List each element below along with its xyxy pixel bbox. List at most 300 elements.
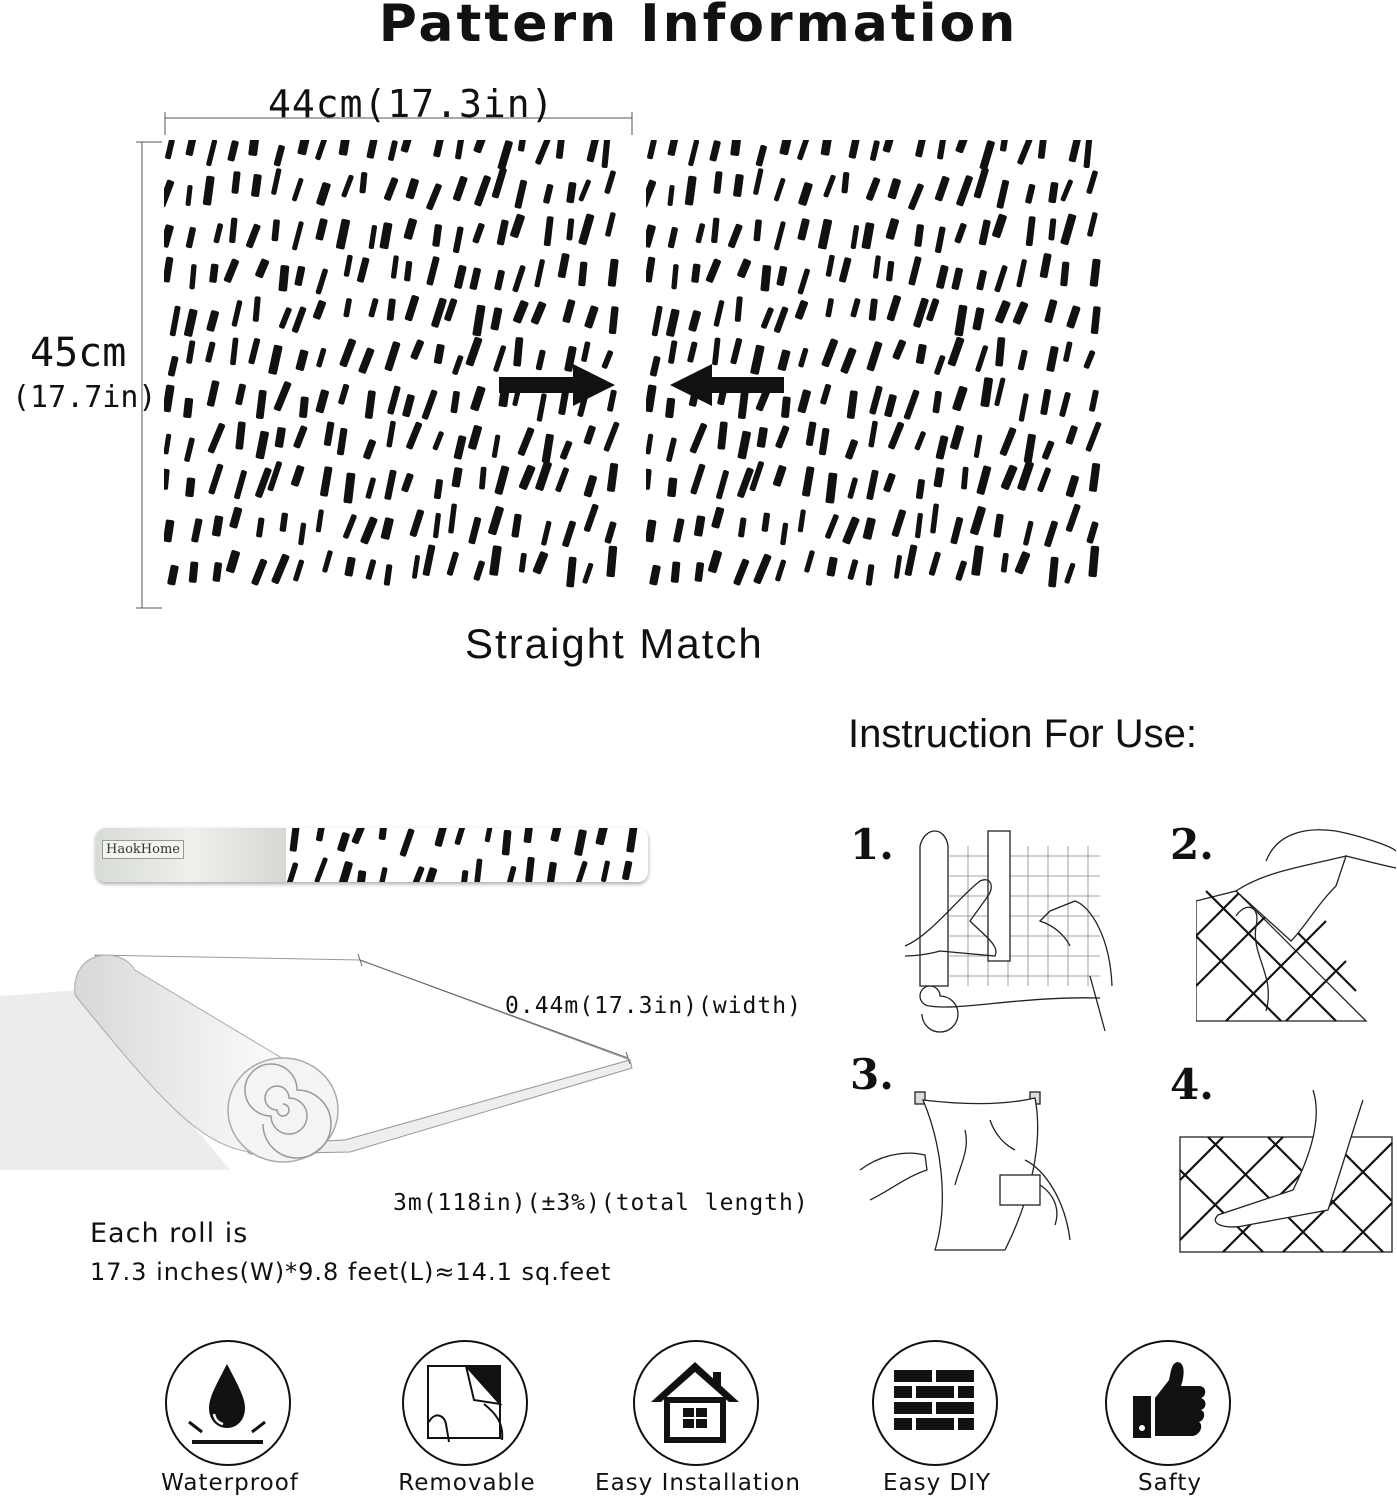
pattern-dash (245, 223, 261, 249)
pattern-dash (489, 545, 502, 576)
pattern-dash (1065, 425, 1078, 445)
pattern-dash (994, 300, 1011, 324)
pattern-dash (820, 140, 832, 156)
pattern-dash (868, 421, 878, 448)
pattern-dash (235, 383, 246, 405)
pattern-dash (312, 300, 326, 321)
pattern-dash (339, 338, 357, 368)
pattern-dash (826, 556, 838, 576)
pattern-dash (492, 434, 501, 458)
pattern-dash (685, 175, 697, 205)
pattern-dash (286, 862, 299, 882)
pattern-dash (205, 341, 216, 363)
pattern-dash (378, 828, 387, 840)
pattern-dash (209, 263, 219, 283)
pattern-dash (255, 258, 270, 279)
removable-circle (402, 1340, 528, 1466)
pattern-dash (804, 550, 815, 573)
pattern-dash (847, 477, 858, 499)
pattern-dash (497, 140, 513, 171)
pattern-dash (412, 555, 420, 579)
pattern-dash (227, 140, 239, 162)
pattern-dash (363, 439, 377, 460)
pattern-dash (1025, 184, 1036, 205)
pattern-dash (465, 336, 483, 367)
pattern-dash (535, 140, 551, 165)
pattern-dash (1083, 140, 1092, 168)
pattern-dash (574, 829, 587, 856)
pattern-dash (365, 390, 376, 419)
each-roll-size-label: 17.3 inches(W)*9.8 feet(L)≈14.1 sq.feet (90, 1258, 612, 1286)
pattern-dash (1012, 301, 1028, 325)
pattern-dash (378, 867, 388, 882)
pattern-dash (583, 475, 597, 498)
pattern-dash (873, 255, 881, 279)
pattern-dash (488, 506, 505, 536)
pattern-dash (191, 518, 203, 543)
pattern-dash (512, 265, 526, 293)
pattern-dash (229, 506, 243, 528)
pattern-dash (1086, 170, 1098, 194)
pattern-dash (646, 179, 657, 208)
pattern-dash (1000, 464, 1018, 490)
pattern-dash (255, 430, 269, 459)
pattern-dash (566, 182, 577, 204)
pattern-dash (869, 385, 883, 415)
pattern-dash (386, 421, 396, 448)
pattern-dash (727, 223, 743, 249)
pattern-dash (562, 299, 576, 324)
pattern-dash (839, 257, 852, 283)
pattern-dash (365, 477, 376, 499)
pattern-dash (850, 298, 861, 318)
pattern-dash (608, 259, 619, 287)
pattern-dash (189, 561, 199, 583)
pattern-dash (506, 866, 517, 882)
pattern-dash (713, 171, 722, 194)
pattern-dash (253, 296, 261, 322)
pattern-dash (687, 341, 698, 363)
pattern-dash (1018, 393, 1029, 422)
pattern-dash (337, 832, 350, 853)
pattern-dash (566, 557, 577, 588)
pattern-dash (164, 179, 175, 208)
pattern-dash (819, 428, 830, 456)
pattern-dash (1083, 350, 1096, 370)
page-title: Pattern Information (378, 0, 1019, 54)
pattern-dash (406, 421, 423, 450)
pattern-dash (1041, 440, 1054, 460)
pattern-dash (578, 179, 591, 202)
pattern-dash (452, 175, 468, 201)
pattern-dash (891, 509, 906, 538)
pattern-dash (1046, 346, 1059, 372)
pattern-dash (336, 219, 351, 250)
pattern-dash (368, 298, 379, 318)
pattern-dash (976, 465, 991, 495)
pattern-dash (584, 305, 599, 329)
pattern-dash (315, 389, 329, 414)
pattern-dash (820, 383, 832, 405)
pattern-dash (730, 338, 743, 365)
pattern-dash (955, 140, 970, 154)
pattern-dash (774, 221, 786, 251)
pattern-dash (1060, 213, 1077, 245)
pattern-dash (169, 305, 180, 336)
pattern-dash (1064, 562, 1076, 584)
pattern-dash (671, 561, 681, 583)
pattern-dash (806, 421, 817, 446)
pattern-dash (271, 219, 280, 241)
pattern-dash (297, 140, 310, 156)
pattern-dash (979, 140, 995, 171)
pattern-dash (512, 300, 529, 324)
pattern-dash (780, 522, 788, 545)
pattern-dash (484, 828, 495, 843)
pattern-dash (426, 183, 443, 211)
pattern-dash (401, 472, 414, 492)
pattern-dash (760, 307, 774, 330)
pattern-dash (604, 521, 617, 544)
pattern-dash (842, 516, 860, 545)
pattern-dash (760, 265, 771, 292)
pattern-dash (351, 828, 366, 845)
feature-label-easy-installation: Easy Installation (595, 1470, 801, 1496)
pattern-dash (798, 347, 809, 367)
pattern-dash (556, 140, 566, 159)
pattern-dash (606, 546, 617, 578)
pattern-dash (862, 517, 876, 540)
pattern-dash (971, 545, 984, 576)
pattern-dash (185, 477, 195, 497)
pattern-dash (248, 338, 261, 365)
pattern-dash (510, 213, 526, 238)
pattern-dash (915, 513, 923, 539)
pattern-dash (208, 463, 224, 495)
pattern-dash (383, 177, 398, 202)
arrow-right-icon (495, 362, 620, 408)
pattern-dash (164, 256, 174, 282)
pattern-dash (544, 216, 554, 246)
pattern-dash (470, 385, 486, 411)
pattern-dash (167, 564, 179, 585)
pattern-dash (559, 440, 572, 460)
pattern-dash (229, 217, 238, 243)
pattern-dash (360, 516, 378, 545)
pattern-dash (694, 562, 704, 582)
pattern-dash (1088, 546, 1099, 578)
pattern-dash (916, 344, 927, 365)
pattern-dash (343, 254, 353, 277)
pattern-dash (667, 227, 678, 249)
pattern-dash (999, 427, 1017, 457)
pattern-dash (184, 437, 195, 462)
pattern-dash (825, 472, 837, 503)
pattern-dash (550, 828, 562, 842)
pattern-dash (273, 144, 285, 166)
pattern-dash (794, 300, 808, 321)
pattern-dash (1038, 140, 1048, 159)
pattern-dash (761, 512, 770, 532)
pattern-dash (883, 472, 896, 492)
pattern-dash (358, 347, 375, 374)
pattern-dash (825, 298, 834, 318)
pattern-dash (525, 857, 535, 882)
pattern-dash (973, 167, 989, 199)
pattern-dash (299, 396, 309, 418)
pattern-dash (511, 514, 522, 538)
pattern-dash (1086, 521, 1099, 544)
pattern-dash (994, 265, 1008, 293)
step-4-number: 4. (1170, 1060, 1214, 1109)
pattern-dash (773, 306, 788, 334)
pattern-dash (775, 559, 787, 582)
pattern-dash (1059, 392, 1071, 418)
product-roll-tube (96, 828, 648, 882)
pattern-dash (337, 861, 353, 882)
pattern-dash (479, 467, 487, 490)
pattern-dash (316, 347, 327, 367)
pattern-dash (994, 377, 1006, 406)
pattern-dash (365, 559, 376, 580)
pattern-dash (411, 866, 425, 882)
pattern-dash (818, 219, 833, 250)
pattern-dash (203, 175, 215, 205)
pattern-dash (673, 518, 685, 543)
pattern-dash (775, 425, 790, 449)
pattern-dash (975, 345, 989, 373)
feature-label-removable: Removable (398, 1470, 536, 1496)
pattern-dash (223, 258, 239, 283)
pattern-dash (646, 469, 652, 490)
pattern-dash (387, 385, 401, 415)
pattern-dash (847, 390, 858, 419)
pattern-width-label: 44cm(17.3in) (268, 82, 555, 126)
pattern-dash (1040, 389, 1051, 416)
pattern-dash (952, 385, 968, 411)
pattern-dash (366, 140, 378, 159)
pattern-dash (433, 513, 441, 539)
pattern-dash (468, 425, 483, 451)
pattern-dash (213, 223, 223, 244)
pattern-dash (1048, 218, 1056, 241)
pattern-dash (343, 298, 352, 318)
pattern-dash (892, 339, 907, 360)
pattern-dash (779, 140, 792, 156)
pattern-dash (1089, 463, 1101, 492)
pattern-dash (930, 503, 939, 533)
pattern-dash (268, 344, 283, 375)
pattern-dash (667, 477, 677, 497)
pattern-dash (502, 830, 512, 856)
feature-label-easy-diy: Easy DIY (882, 1470, 992, 1496)
roll-width-label: 0.44m(17.3in)(width) (505, 993, 802, 1019)
pattern-dash (1065, 475, 1079, 498)
pattern-dash (168, 356, 179, 377)
pattern-dash (256, 390, 267, 420)
roll-tube-pattern (286, 828, 648, 882)
step-4-press-illustration (1178, 1090, 1394, 1255)
pattern-dash (581, 341, 591, 362)
pattern-dash (604, 170, 616, 194)
pattern-dash (542, 434, 555, 464)
pattern-dash (980, 377, 993, 407)
pattern-dash (185, 227, 196, 249)
pattern-dash (380, 517, 394, 540)
pattern-dash (802, 466, 815, 497)
pattern-dash (271, 553, 290, 584)
pattern-dash (432, 224, 442, 247)
pattern-dash (409, 509, 424, 538)
pattern-dash (289, 828, 300, 852)
pattern-dash (824, 514, 839, 540)
pattern-dash (689, 422, 707, 454)
pattern-dash (970, 506, 987, 536)
pattern-dash (753, 219, 762, 241)
pattern-dash (474, 175, 492, 207)
pattern-dash (453, 226, 464, 253)
pattern-dash (341, 174, 354, 198)
roll-length-label: 3m(118in)(±3%)(total length) (393, 1190, 809, 1216)
arrow-left-icon (668, 362, 788, 408)
pattern-dash (472, 222, 485, 244)
pattern-dash (324, 421, 335, 446)
pattern-dash (914, 431, 926, 451)
pattern-dash (206, 310, 219, 332)
pattern-dash (601, 860, 611, 882)
pattern-dash (694, 515, 706, 537)
peel-icon (404, 1342, 525, 1463)
pattern-dash (904, 544, 917, 576)
pattern-dash (976, 269, 987, 290)
pattern-dash (646, 224, 656, 248)
pattern-dash (294, 266, 305, 287)
pattern-dash (434, 828, 448, 847)
pattern-dash (646, 256, 656, 282)
pattern-dash (622, 860, 633, 880)
pattern-dash (936, 265, 949, 290)
pattern-dash (474, 858, 482, 882)
pattern-dash (469, 267, 481, 290)
pattern-dash (298, 522, 306, 545)
pattern-dash (212, 515, 224, 537)
pattern-dash (184, 308, 198, 337)
pattern-dash (713, 300, 724, 327)
pattern-dash (928, 551, 941, 576)
pattern-dash (225, 550, 240, 574)
pattern-dash (914, 224, 924, 247)
pattern-dash (185, 140, 199, 156)
pattern-dash (1016, 259, 1027, 288)
pattern-dash (518, 140, 528, 152)
pattern-dash (730, 140, 743, 156)
pattern-dash (887, 178, 901, 200)
pattern-dash (845, 439, 859, 460)
step-3-number: 3. (850, 1050, 894, 1099)
pattern-dash (446, 551, 459, 576)
pattern-dash (776, 266, 787, 287)
pattern-dash (603, 421, 620, 452)
pattern-dash (534, 259, 545, 288)
pattern-dash (1017, 349, 1028, 370)
pattern-dash (756, 427, 768, 448)
pattern-dash (460, 870, 469, 882)
pattern-dash (517, 427, 535, 457)
pattern-dash (711, 217, 720, 243)
pattern-dash (650, 356, 661, 377)
pattern-dash (690, 463, 706, 495)
pattern-dash (797, 389, 811, 414)
pattern-dash (935, 226, 946, 253)
pattern-dash (519, 553, 527, 573)
feature-label-safety: Safty (1137, 1470, 1203, 1496)
pattern-dash (165, 140, 175, 160)
pattern-dash (315, 140, 328, 161)
pattern-dash (454, 828, 466, 845)
pattern-dash (705, 258, 721, 283)
pattern-dash (884, 394, 897, 418)
pattern-dash (230, 337, 239, 365)
pattern-dash (885, 218, 899, 240)
pattern-dash (1023, 520, 1034, 546)
each-roll-label: Each roll is (90, 1218, 249, 1249)
pattern-dash (996, 179, 1009, 209)
pattern-dash (278, 265, 289, 292)
pattern-dash (189, 264, 197, 289)
pattern-dash (735, 296, 743, 322)
feature-label-waterproof: Waterproof (161, 1470, 299, 1496)
pattern-dash (609, 306, 619, 334)
pattern-dash (1085, 421, 1102, 452)
pattern-dash (992, 213, 1008, 238)
pattern-dash (823, 174, 836, 198)
house-icon (635, 1342, 756, 1463)
easy-installation-circle (633, 1340, 759, 1466)
pattern-dash (937, 140, 947, 160)
pattern-dash (320, 466, 333, 497)
pattern-dash (647, 140, 657, 160)
pattern-dash (431, 297, 447, 328)
step-2-peel-illustration (1196, 826, 1396, 1026)
pattern-dash (514, 179, 527, 209)
pattern-dash (1024, 434, 1037, 464)
pattern-dash (562, 520, 577, 548)
pattern-dash (388, 140, 398, 161)
pattern-dash (1087, 212, 1098, 237)
pattern-dash (405, 178, 419, 200)
pattern-dash (1063, 341, 1073, 362)
water-drop-icon (167, 1342, 288, 1463)
pattern-dash (404, 295, 419, 322)
pattern-dash (356, 870, 366, 882)
pattern-dash (733, 558, 750, 586)
pattern-dash (978, 219, 990, 245)
pattern-dash (691, 263, 701, 283)
pattern-dash (403, 218, 417, 240)
pattern-dash (343, 472, 355, 503)
pattern-dash (947, 336, 965, 367)
pattern-dash (207, 380, 220, 407)
brick-wall-icon (874, 1342, 995, 1463)
pattern-dash (455, 140, 465, 160)
pattern-dash (737, 258, 752, 279)
pattern-dash (314, 857, 328, 882)
pattern-dash (841, 172, 849, 194)
unrolled-wallpaper-illustration (0, 940, 800, 1180)
brand-label: HaokHome (102, 840, 184, 859)
pattern-dash (888, 421, 905, 450)
easy-diy-circle (872, 1340, 998, 1466)
